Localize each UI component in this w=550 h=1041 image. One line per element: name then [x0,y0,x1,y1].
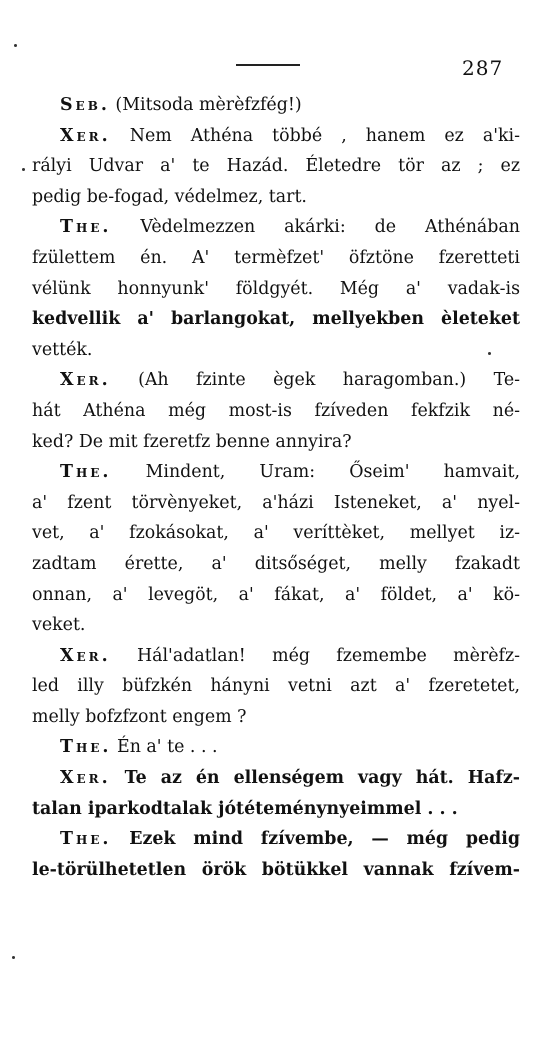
line-text: Mindent, Uram: Őseim' hamvait, [111,462,520,483]
print-speck [12,956,15,959]
speaker-name: Xer. [60,768,111,789]
text-line [32,518,520,549]
line-text: Nem Athéna többé , hanem ez a'ki- [110,125,520,146]
speaker-name: Seb. [60,95,110,115]
line-text: (Mitsoda mèrèfzfég!) [109,95,302,115]
line-text: melly bofzfzont engem ? [32,706,247,727]
text-line [32,396,520,427]
text-line [32,794,520,825]
line-text: led illy büfzkén hányni vetni azt a' fzeretetet, [32,676,520,697]
text-line [32,212,520,243]
text-line [32,151,520,182]
line-text: le-törülhetetlen örök bötükkel vannak fzívem- [32,859,520,880]
speaker-name: The. [60,737,112,758]
speaker-name: Xer. [60,645,111,666]
text-line [32,641,520,672]
line-text: vélünk honnyunk' földgyét. Még a' vadak-is [32,278,520,299]
text-line [32,824,520,855]
text-line [32,702,520,733]
speaker-name: Xer. [60,370,111,391]
text-line [32,427,520,458]
line-text: kedvellik a' barlangokat, mellyekben èleteket [32,309,520,330]
line-text: rályi Udvar a' te Hazád. Életedre tör az ; ez [32,156,520,177]
text-line [32,457,520,488]
dialogue-text [32,90,520,885]
line-text: Én a' te . . . [111,737,218,758]
text-line [32,549,520,580]
line-text: Te az én ellenségem vagy hát. Hafz- [110,768,520,789]
line-text: hát Athéna még most-is fzíveden fekfzik né- [32,400,520,421]
line-text: fzülettem én. A' termèfzet' öfztöne fzeretteti [32,247,520,268]
text-line [32,90,520,121]
header-rule [236,64,300,66]
text-line [32,121,520,152]
text-line [32,671,520,702]
text-line [32,610,520,641]
line-text: a' fzent törvènyeket, a'házi Isteneket, a' nyel- [32,492,520,513]
line-text: pedig be-fogad, védelmez, tart. [32,186,307,207]
text-line [32,365,520,396]
text-line [32,274,520,305]
text-line [32,732,520,763]
speaker-name: The. [60,217,112,238]
print-speck [488,352,491,355]
print-speck [14,44,17,47]
print-speck [22,168,25,171]
speaker-name: The. [60,829,112,850]
line-text: Vèdelmezzen akárki: de Athénában [111,217,520,238]
line-text: zadtam érette, a' ditsőséget, melly fzakadt [32,553,520,574]
speaker-name: The. [60,462,112,483]
text-line [32,855,520,886]
line-text: vet, a' fzokásokat, a' veríttèket, mellyet iz- [32,523,520,544]
text-line [32,335,520,366]
text-line [32,763,520,794]
text-line [32,243,520,274]
line-text: Hál'adatlan! még fzemembe mèrèfz- [110,645,520,666]
line-text: (Ah fzinte ègek haragomban.) Te- [110,370,520,391]
line-text: vették. [32,339,93,360]
line-text: ked? De mit fzeretfz benne annyira? [32,431,352,452]
text-line [32,580,520,611]
text-line [32,488,520,519]
line-text: talan iparkodtalak jótéteménynyeimmel . . . [32,798,458,819]
line-text: Ezek mind fzívembe, — még pedig [111,829,520,850]
text-line [32,304,520,335]
text-line [32,182,520,213]
page-number: 287 [462,56,504,80]
speaker-name: Xer. [60,125,111,146]
line-text: onnan, a' levegöt, a' fákat, a' földet, a' kö- [32,584,520,605]
line-text: veket. [32,615,86,636]
